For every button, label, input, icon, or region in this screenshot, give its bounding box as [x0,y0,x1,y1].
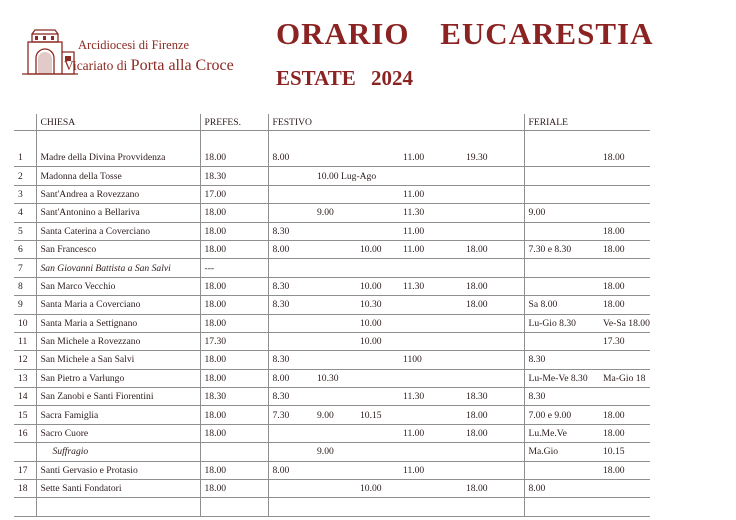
feriale-time: Lu-Gio 8.30 [524,314,599,332]
church-name: San Giovanni Battista a San Salvi [36,259,200,277]
table-row [14,259,650,277]
festivo-time [462,461,524,479]
vicariato-logo [22,28,232,86]
table-row [14,149,650,167]
prefestivo-time: 18.30 [200,388,268,406]
feriale-time: 8.30 [524,351,599,369]
feriale-time [599,167,650,185]
feriale-time: 18.00 [599,424,650,442]
feriale-time: 17.30 [599,332,650,350]
feriale-time [599,351,650,369]
prefestivo-time: 18.00 [200,369,268,387]
festivo-time [268,185,313,203]
prefestivo-time: 18.00 [200,314,268,332]
logo-line-1: Arcidiocesi di Firenze [78,38,190,52]
festivo-time [313,461,356,479]
festivo-time: 11.30 [399,204,462,222]
prefestivo-time: 18.00 [200,277,268,295]
festivo-time [462,498,524,516]
festivo-time: 11.30 [399,277,462,295]
row-number: 10 [14,314,36,332]
church-name: San Michele a San Salvi [36,351,200,369]
festivo-time [313,296,356,314]
feriale-time [524,185,599,203]
festivo-time [399,314,462,332]
festivo-time: 11.00 [399,461,462,479]
festivo-time: 18.00 [462,480,524,498]
schedule-body [14,114,650,516]
header-chiesa: CHIESA [36,114,200,131]
festivo-time [268,332,313,350]
festivo-time: 8.00 [268,461,313,479]
page-subtitle: ESTATE 2024 [276,66,414,90]
prefestivo-time: 18.30 [200,167,268,185]
feriale-time [599,204,650,222]
prefestivo-time: 18.00 [200,222,268,240]
festivo-time [462,167,524,185]
row-number: 8 [14,277,36,295]
table-row [14,498,650,516]
church-name: Madonna della Tosse [36,167,200,185]
festivo-time: 10.00 [356,332,399,350]
table-row [14,314,650,332]
festivo-time [356,204,399,222]
table-row [14,240,650,258]
festivo-time [268,480,313,498]
table-row [14,204,650,222]
header-feriale: FERIALE [524,114,650,131]
festivo-time: 11.00 [399,424,462,442]
prefestivo-time: 18.00 [200,461,268,479]
festivo-time [356,461,399,479]
prefestivo-time [200,498,268,516]
header-num [14,114,36,131]
table-row [14,443,650,461]
row-number: 5 [14,222,36,240]
prefestivo-time: 18.00 [200,149,268,167]
festivo-time [462,443,524,461]
festivo-time: 10.00 [356,314,399,332]
row-number: 13 [14,369,36,387]
church-name: Sette Santi Fondatori [36,480,200,498]
festivo-time [399,480,462,498]
row-number: 9 [14,296,36,314]
festivo-time [313,240,356,258]
festivo-time: 11.00 [399,185,462,203]
festivo-time [462,314,524,332]
church-name: Suffragio [36,443,200,461]
festivo-time [399,369,462,387]
festivo-time: 8.00 [268,240,313,258]
festivo-time: 7.30 [268,406,313,424]
church-name: Sacro Cuore [36,424,200,442]
prefestivo-time: 18.00 [200,204,268,222]
logo-line-2 [64,57,234,75]
header-festivo: FESTIVO [268,114,524,131]
church-name: Sant'Andrea a Rovezzano [36,185,200,203]
festivo-time [356,351,399,369]
church-name: San Francesco [36,240,200,258]
table-row [14,388,650,406]
feriale-time [599,498,650,516]
prefestivo-time: --- [200,259,268,277]
festivo-time [356,388,399,406]
feriale-time [524,167,599,185]
festivo-time: 11.00 [399,149,462,167]
festivo-time [313,480,356,498]
festivo-time [462,369,524,387]
feriale-time: Ve-Sa 18.00 [599,314,650,332]
row-number: 12 [14,351,36,369]
church-name: Sacra Famiglia [36,406,200,424]
festivo-time [356,259,399,277]
feriale-time: 7.00 e 9.00 [524,406,599,424]
church-name: Santa Maria a Coverciano [36,296,200,314]
festivo-time [462,332,524,350]
feriale-time: Ma.Gio [524,443,599,461]
festivo-time: 18.00 [462,240,524,258]
feriale-time: Lu-Me-Ve 8.30 [524,369,599,387]
row-number: 17 [14,461,36,479]
festivo-time [399,167,462,185]
row-number: 16 [14,424,36,442]
feriale-time [524,149,599,167]
festivo-time: 8.30 [268,388,313,406]
festivo-time: 10.00 Lug-Ago [313,167,356,185]
prefestivo-time: 17.00 [200,185,268,203]
festivo-time: 8.30 [268,222,313,240]
church-name: Santa Maria a Settignano [36,314,200,332]
festivo-time: 8.30 [268,277,313,295]
festivo-time: 10.30 [313,369,356,387]
festivo-time: 11.00 [399,222,462,240]
festivo-time: 19.30 [462,149,524,167]
festivo-time [268,167,313,185]
feriale-time: Lu.Me.Ve [524,424,599,442]
feriale-time: 9.00 [524,204,599,222]
feriale-time: 18.00 [599,240,650,258]
row-number: 14 [14,388,36,406]
festivo-time: 18.00 [462,296,524,314]
festivo-time [313,259,356,277]
festivo-time [313,277,356,295]
table-row [14,461,650,479]
festivo-time [356,149,399,167]
prefestivo-time: 18.00 [200,424,268,442]
festivo-time: 18.00 [462,406,524,424]
festivo-time: 11.00 [399,240,462,258]
festivo-time [399,332,462,350]
festivo-time: 10.00 [356,480,399,498]
feriale-time: 7.30 e 8.30 [524,240,599,258]
feriale-time: 18.00 [599,222,650,240]
table-row [14,332,650,350]
festivo-time: 10.00 [356,240,399,258]
festivo-time [313,332,356,350]
row-number [14,498,36,516]
festivo-time: 9.00 [313,406,356,424]
festivo-time [313,185,356,203]
feriale-time [524,277,599,295]
schedule-table [14,114,650,517]
festivo-time [356,498,399,516]
feriale-time [524,461,599,479]
table-row [14,480,650,498]
prefestivo-time: 18.00 [200,351,268,369]
festivo-time [313,388,356,406]
festivo-time [356,222,399,240]
festivo-time [356,369,399,387]
festivo-time: 18.00 [462,424,524,442]
feriale-time: 10.15 [599,443,650,461]
row-number: 6 [14,240,36,258]
church-name: Santi Gervasio e Protasio [36,461,200,479]
festivo-time: 8.00 [268,149,313,167]
festivo-time [399,259,462,277]
church-name [36,498,200,516]
church-name: San Marco Vecchio [36,277,200,295]
feriale-time [524,259,599,277]
festivo-time [313,351,356,369]
prefestivo-time: 18.00 [200,240,268,258]
feriale-time [524,222,599,240]
festivo-time [268,259,313,277]
festivo-time [399,443,462,461]
festivo-time: 9.00 [313,443,356,461]
church-name: Santa Caterina a Coverciano [36,222,200,240]
festivo-time [356,185,399,203]
festivo-time [462,259,524,277]
festivo-time [313,149,356,167]
feriale-time: Ma-Gio 18 [599,369,650,387]
festivo-time: 10.15 [356,406,399,424]
feriale-time [599,185,650,203]
festivo-time [399,498,462,516]
festivo-time [356,424,399,442]
festivo-time [399,296,462,314]
festivo-time [356,443,399,461]
church-name: San Zanobi e Santi Fiorentini [36,388,200,406]
feriale-time [524,498,599,516]
festivo-time: 1100 [399,351,462,369]
feriale-time: 18.00 [599,461,650,479]
church-name: San Pietro a Varlungo [36,369,200,387]
festivo-time [399,406,462,424]
festivo-time: 11.30 [399,388,462,406]
festivo-time [462,222,524,240]
row-number [14,443,36,461]
row-number: 4 [14,204,36,222]
festivo-time: 10.00 [356,277,399,295]
feriale-time: 8.00 [524,480,599,498]
row-number: 15 [14,406,36,424]
row-number: 18 [14,480,36,498]
table-row [14,406,650,424]
prefestivo-time [200,443,268,461]
festivo-time: 8.00 [268,369,313,387]
feriale-time [599,388,650,406]
festivo-time [313,424,356,442]
table-row [14,351,650,369]
festivo-time [462,351,524,369]
festivo-time: 9.00 [313,204,356,222]
prefestivo-time: 18.00 [200,296,268,314]
table-row [14,424,650,442]
festivo-time [313,222,356,240]
church-name: San Michele a Rovezzano [36,332,200,350]
logo-line-2a: Vicariato di [64,58,131,73]
table-row [14,296,650,314]
feriale-time: 18.00 [599,406,650,424]
festivo-time: 10.30 [356,296,399,314]
festivo-time: 8.30 [268,296,313,314]
table-row [14,167,650,185]
festivo-time [268,204,313,222]
logo-line-2b: Porta alla Croce [130,57,234,74]
festivo-time [313,498,356,516]
spacer-row [14,131,650,150]
feriale-time [524,332,599,350]
festivo-time [462,204,524,222]
festivo-time: 18.00 [462,277,524,295]
row-number: 1 [14,149,36,167]
church-name: Madre della Divina Provvidenza [36,149,200,167]
prefestivo-time: 18.00 [200,480,268,498]
festivo-time [268,498,313,516]
feriale-time [599,259,650,277]
festivo-time [268,314,313,332]
festivo-time: 8.30 [268,351,313,369]
table-row [14,277,650,295]
festivo-time [313,314,356,332]
feriale-time: Sa 8.00 [524,296,599,314]
row-number: 11 [14,332,36,350]
header-row [14,114,650,131]
feriale-time [599,480,650,498]
feriale-time: 18.00 [599,296,650,314]
feriale-time: 18.00 [599,277,650,295]
church-name: Sant'Antonino a Bellariva [36,204,200,222]
page-title: ORARIO EUCARESTIA [276,16,654,51]
festivo-time: 18.30 [462,388,524,406]
row-number: 7 [14,259,36,277]
table-row [14,369,650,387]
header-prefes: PREFES. [200,114,268,131]
festivo-time [268,443,313,461]
feriale-time: 8.30 [524,388,599,406]
feriale-time: 18.00 [599,149,650,167]
prefestivo-time: 18.00 [200,406,268,424]
table-row [14,185,650,203]
prefestivo-time: 17.30 [200,332,268,350]
row-number: 3 [14,185,36,203]
festivo-time [268,424,313,442]
table-row [14,222,650,240]
row-number: 2 [14,167,36,185]
festivo-time [462,185,524,203]
